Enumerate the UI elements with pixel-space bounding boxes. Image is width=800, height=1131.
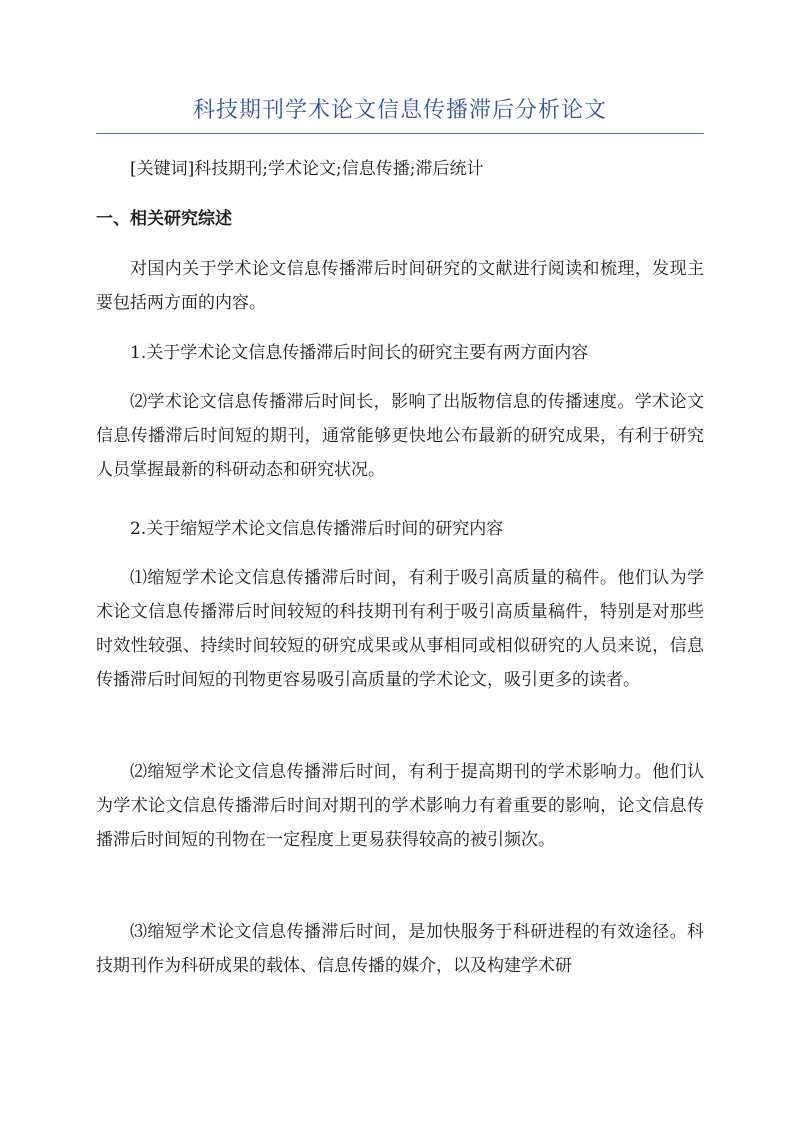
paragraph-2: 1.关于学术论文信息传播滞后时间长的研究主要有两方面内容 xyxy=(130,343,589,363)
paragraph-3: ⑵学术论文信息传播滞后时间长，影响了出版物信息的传播速度。学术论文信息传播滞后时间短的期刊，通常能够更快地公布最新的研究成果，有利于研究人员掌握最新的科研动态和研究状况。 xyxy=(96,392,704,480)
paragraph-4: 2.关于缩短学术论文信息传播滞后时间的研究内容 xyxy=(130,519,504,539)
paragraph-7: ⑶缩短学术论文信息传播滞后时间，是加快服务于科研进程的有效途径。科技期刊作为科研成果的载体、信息传播的媒介，以及构建学术研 xyxy=(96,922,704,976)
paragraph-6: ⑵缩短学术论文信息传播滞后时间，有利于提高期刊的学术影响力。他们认为学术论文信息传播滞后时间对期刊的学术影响力有着重要的影响，论文信息传播滞后时间短的刊物在一定程度上更易获得较高的被引频次。 xyxy=(96,762,704,850)
keywords-line: [关键词]科技期刊;学术论文;信息传播;滞后统计 xyxy=(130,159,484,179)
paragraph-5: ⑴缩短学术论文信息传播滞后时间，有利于吸引高质量的稿件。他们认为学术论文信息传播滞后时间较短的科技期刊有利于吸引高质量稿件，特别是对那些时效性较强、持续时间较短的研究成果或从事相同或相似研究的人员来说，信息传播滞后时间短的刊物更容易吸引高质量的学术论文，吸引更多的读者。 xyxy=(96,568,704,690)
section-heading-1: 一、相关研究综述 xyxy=(96,209,232,229)
title-underline xyxy=(96,133,704,134)
document-title: 科技期刊学术论文信息传播滞后分析论文 xyxy=(192,98,607,123)
paragraph-1: 对国内关于学术论文信息传播滞后时间研究的文献进行阅读和梳理，发现主要包括两方面的内容。 xyxy=(96,259,704,313)
